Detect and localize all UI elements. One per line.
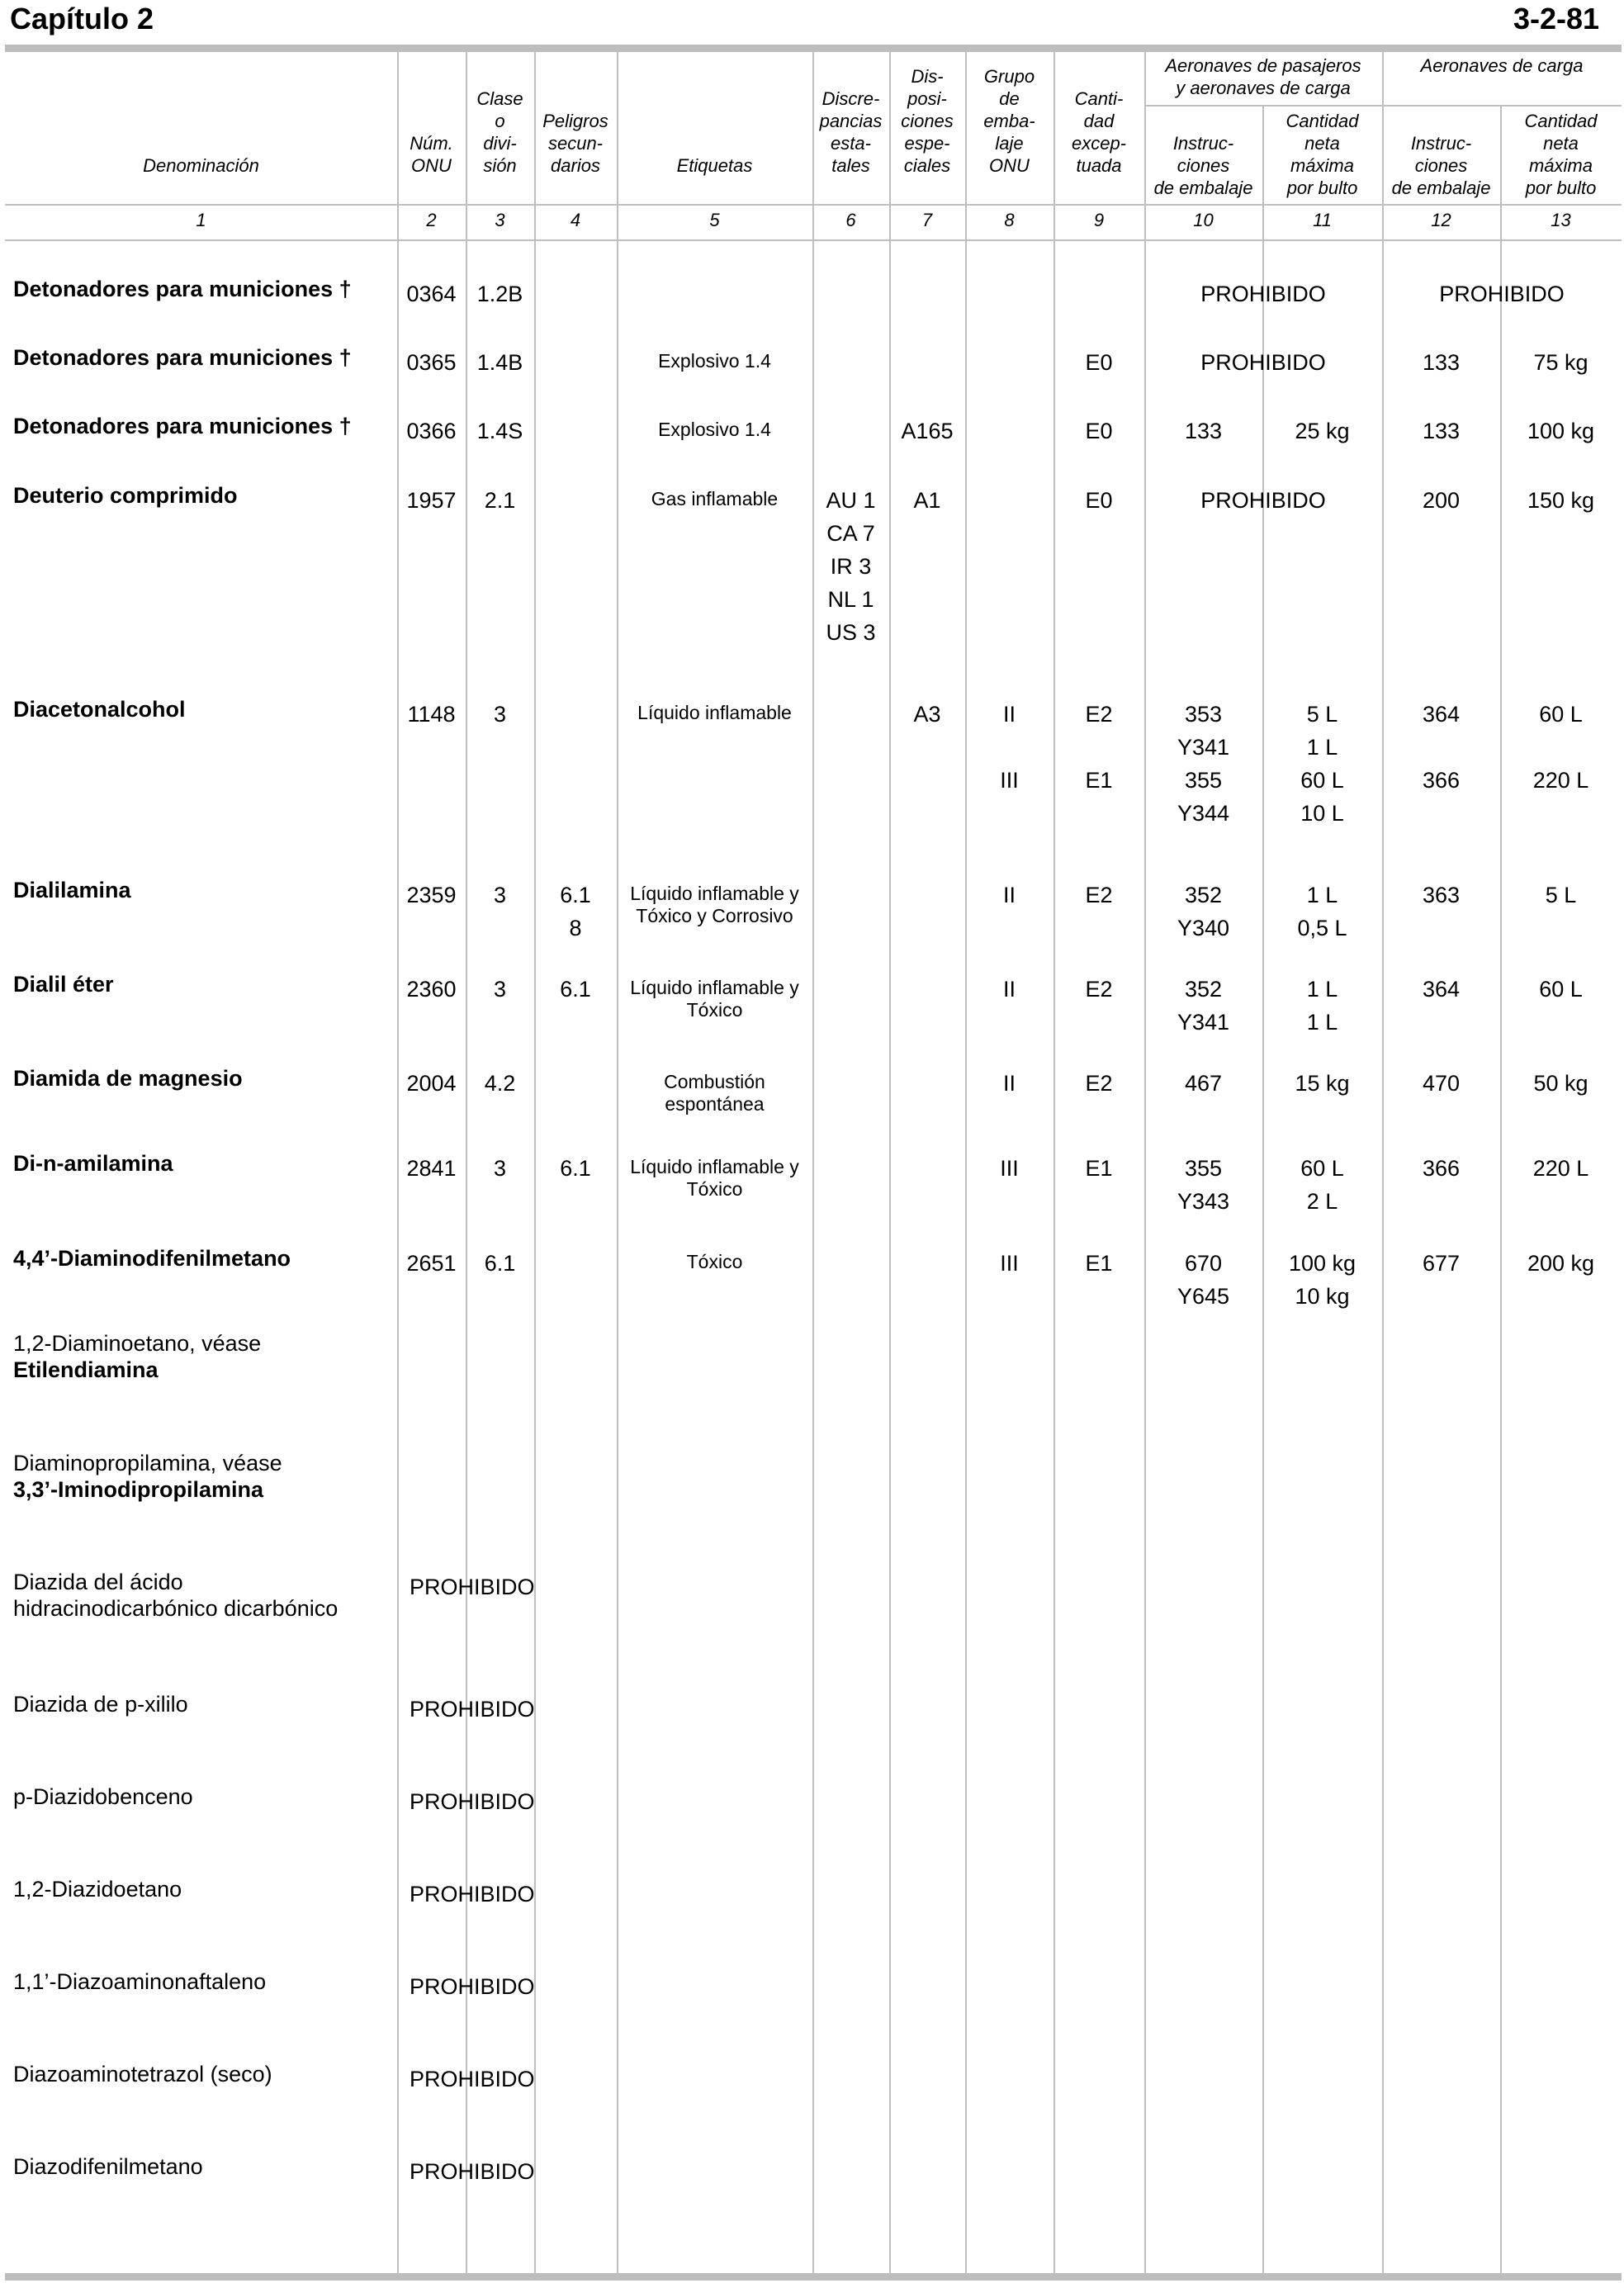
excepted-quantity: E2 (1085, 883, 1113, 907)
packing-instruction-pass: 467 (1184, 1071, 1223, 1096)
un-number: 0366 (406, 419, 457, 443)
packing-instruction-cargo: 133 (1422, 419, 1461, 443)
packing-instruction-cargo: 470 (1422, 1071, 1461, 1096)
column-number: 8 (1004, 210, 1015, 230)
forbidden-status: PROHIBIDO (410, 2067, 535, 2091)
un-number: 0364 (406, 282, 457, 306)
column-number: 10 (1193, 210, 1214, 230)
max-qty-pass: 1 L 1 L (1306, 977, 1338, 1035)
column-number: 11 (1313, 210, 1332, 230)
column-number: 4 (570, 210, 581, 230)
excepted-quantity: E1 (1085, 1251, 1113, 1276)
see-also-reference: 3,3’-Iminodipropilamina (13, 1477, 264, 1502)
column-number: 9 (1093, 210, 1105, 230)
column-number: 13 (1551, 210, 1571, 230)
forbidden-status: PROHIBIDO (410, 1974, 535, 1999)
subsidiary-hazard: 6.1 (560, 977, 591, 1002)
entry-name: Detonadores para municiones † (13, 345, 352, 370)
top-rule (5, 45, 1622, 52)
col-header-pi-cargo: Instruc- ciones de embalaje (1391, 133, 1491, 198)
packing-group: II (1002, 883, 1016, 907)
col-header-qty-pass: Cantidad neta máxima por bulto (1285, 111, 1359, 198)
see-also-row (13, 1450, 393, 1503)
max-qty-cargo: 200 kg (1527, 1251, 1595, 1276)
packing-instruction-cargo: 133 (1422, 350, 1461, 375)
max-qty-cargo: 75 kg (1533, 350, 1588, 375)
page-number: 3-2-81 (1513, 2, 1599, 36)
hazard-label: Líquido inflamable y Tóxico (630, 1156, 799, 1200)
special-provisions: A3 (913, 702, 941, 727)
packing-instruction-cargo: 364 366 (1422, 702, 1461, 793)
class-division: 3 (493, 977, 507, 1002)
entry-name: Diacetonalcohol (13, 697, 186, 722)
excepted-quantity: E2 E1 (1085, 702, 1113, 793)
entry-name: Detonadores para municiones † (13, 414, 352, 438)
max-qty-cargo: 220 L (1532, 1156, 1589, 1181)
col-header-labels: Etiquetas (676, 155, 753, 176)
col-header-class: Clase o divi- sión (476, 88, 523, 176)
subsidiary-hazard: 6.1 (560, 1156, 591, 1181)
numbers-divider (5, 239, 1622, 241)
col-header-subsidiary: Peligros secun- darios (542, 111, 608, 176)
column-divider (812, 52, 814, 2273)
see-also-text: 1,2-Diaminoetano, véase (13, 1331, 262, 1356)
hazard-label: Tóxico (686, 1251, 743, 1272)
packing-group: II III (1000, 702, 1019, 793)
col-header-pi-pass: Instruc- ciones de embalaje (1153, 133, 1253, 198)
max-qty-cargo: 100 kg (1527, 419, 1595, 443)
hazard-label: Líquido inflamable y Tóxico y Corrosivo (630, 883, 799, 926)
max-qty-cargo: 60 L 220 L (1532, 702, 1589, 793)
entry-name: Dialilamina (13, 878, 131, 902)
packing-instruction-pass: 355 Y343 (1177, 1156, 1230, 1214)
forbidden-status: PROHIBIDO (410, 2159, 535, 2184)
column-number: 5 (709, 210, 720, 230)
class-division: 1.2B (476, 282, 523, 306)
forbidden-status: PROHIBIDO (1200, 488, 1326, 513)
excepted-quantity: E2 (1085, 1071, 1113, 1096)
column-number: 1 (196, 210, 206, 230)
hazard-label: Líquido inflamable (637, 702, 792, 723)
max-qty-pass: 60 L 2 L (1300, 1156, 1344, 1214)
entry-name: Diazida de p-xililo (13, 1692, 188, 1717)
max-qty-pass: 15 kg (1295, 1071, 1350, 1096)
packing-group: II (1002, 1071, 1016, 1096)
max-qty-cargo: 60 L (1539, 977, 1583, 1002)
excepted-quantity: E0 (1085, 350, 1113, 375)
excepted-quantity: E0 (1085, 419, 1113, 443)
col-header-un: Núm. ONU (410, 133, 453, 176)
column-number: 2 (426, 210, 437, 230)
max-qty-cargo: 5 L (1545, 883, 1577, 907)
hazard-label: Combustión espontánea (664, 1071, 765, 1115)
packing-instruction-pass: 670 Y645 (1177, 1251, 1230, 1309)
column-number: 12 (1431, 210, 1451, 230)
col-header-qty-cargo: Cantidad neta máxima por bulto (1524, 111, 1598, 198)
un-number: 2360 (406, 977, 457, 1002)
entry-name: Diazida del ácido hidracinodicarbónico dicarbónico (13, 1570, 339, 1621)
forbidden-status: PROHIBIDO (1200, 350, 1326, 375)
entry-name: p-Diazidobenceno (13, 1784, 193, 1809)
column-number: 6 (845, 210, 856, 230)
un-number: 2841 (406, 1156, 457, 1181)
max-qty-pass: 100 kg 10 kg (1288, 1251, 1356, 1309)
un-number: 0365 (406, 350, 457, 375)
hazard-label: Líquido inflamable y Tóxico (630, 977, 799, 1021)
packing-group: II (1002, 977, 1016, 1002)
col-header-special: Dis- posi- ciones espe- ciales (901, 66, 954, 176)
packing-instruction-cargo: 363 (1422, 883, 1461, 907)
group-divider (1144, 105, 1622, 107)
un-number: 2651 (406, 1251, 457, 1276)
excepted-quantity: E0 (1085, 488, 1113, 513)
special-provisions: A1 (913, 488, 941, 513)
see-also-reference: Etilendiamina (13, 1357, 159, 1382)
hazard-label: Gas inflamable (651, 488, 779, 509)
forbidden-status: PROHIBIDO (410, 1882, 535, 1906)
hazard-label: Explosivo 1.4 (658, 419, 771, 440)
subsidiary-hazard: 6.1 8 (560, 883, 591, 940)
packing-instruction-pass: 352 Y340 (1177, 883, 1230, 940)
entry-name: 4,4’-Diaminodifenilmetano (13, 1246, 291, 1271)
chapter-title: Capítulo 2 (10, 2, 154, 36)
forbidden-status: PROHIBIDO (410, 1789, 535, 1814)
max-qty-cargo: 50 kg (1533, 1071, 1588, 1096)
excepted-quantity: E2 (1085, 977, 1113, 1002)
column-number: 3 (495, 210, 505, 230)
un-number: 1957 (406, 488, 457, 513)
forbidden-status: PROHIBIDO (410, 1697, 535, 1722)
class-division: 3 (493, 702, 507, 727)
class-division: 6.1 (484, 1251, 516, 1276)
class-division: 3 (493, 1156, 507, 1181)
entry-name: Deuterio comprimido (13, 483, 238, 508)
see-also-row (13, 1330, 393, 1383)
max-qty-pass: 1 L 0,5 L (1297, 883, 1347, 940)
packing-group: III (1000, 1156, 1019, 1181)
max-qty-pass: 25 kg (1295, 419, 1350, 443)
class-division: 2.1 (484, 488, 516, 513)
entry-name: 1,2-Diazidoetano (13, 1877, 182, 1902)
entry-name: Diazoaminotetrazol (seco) (13, 2062, 272, 2086)
max-qty-cargo: 150 kg (1527, 488, 1595, 513)
special-provisions: A165 (901, 419, 954, 443)
class-division: 1.4S (476, 419, 523, 443)
entry-name: 1,1’-Diazoaminonaftaleno (13, 1969, 267, 1994)
packing-instruction-cargo: 364 (1422, 977, 1461, 1002)
packing-instruction-cargo: 677 (1422, 1251, 1461, 1276)
packing-instruction-pass: 353 Y341 355 Y344 (1177, 702, 1230, 826)
un-number: 2004 (406, 1071, 457, 1096)
packing-instruction-pass: 352 Y341 (1177, 977, 1230, 1035)
group-header-cargo: Aeronaves de carga (1420, 55, 1584, 76)
column-number: 7 (921, 210, 933, 230)
forbidden-status: PROHIBIDO (410, 1575, 535, 1599)
max-qty-pass: 5 L 1 L 60 L 10 L (1300, 702, 1344, 826)
excepted-quantity: E1 (1085, 1156, 1113, 1181)
un-number: 1148 (407, 702, 456, 727)
see-also-text: Diaminopropilamina, véase (13, 1451, 282, 1475)
forbidden-status: PROHIBIDO (1200, 282, 1326, 306)
un-number: 2359 (406, 883, 457, 907)
state-variations: AU 1 CA 7 IR 3 NL 1 US 3 (826, 488, 876, 645)
entry-name: Dialil éter (13, 972, 114, 997)
bottom-rule (5, 2273, 1622, 2281)
packing-instruction-pass: 133 (1184, 419, 1223, 443)
col-header-name: Denominación (143, 155, 259, 176)
packing-instruction-cargo: 366 (1422, 1156, 1461, 1181)
hazard-label: Explosivo 1.4 (658, 350, 771, 372)
class-division: 4.2 (484, 1071, 516, 1096)
column-divider (889, 52, 891, 2273)
class-division: 1.4B (476, 350, 523, 375)
forbidden-status: PROHIBIDO (1439, 282, 1565, 306)
col-header-variations: Discre- pancias esta- tales (819, 88, 883, 176)
col-header-packing-group: Grupo de emba- laje ONU (983, 66, 1035, 176)
group-header-passenger: Aeronaves de pasajeros y aeronaves de carga (1165, 55, 1361, 98)
entry-name: Di-n-amilamina (13, 1151, 173, 1176)
class-division: 3 (493, 883, 507, 907)
entry-name: Diazodifenilmetano (13, 2154, 203, 2179)
entry-name: Detonadores para municiones † (13, 277, 352, 301)
packing-group: III (1000, 1251, 1019, 1276)
entry-name: Diamida de magnesio (13, 1066, 243, 1091)
header-divider (5, 204, 1622, 206)
packing-instruction-cargo: 200 (1422, 488, 1461, 513)
col-header-excepted: Canti- dad excep- tuada (1071, 88, 1127, 176)
